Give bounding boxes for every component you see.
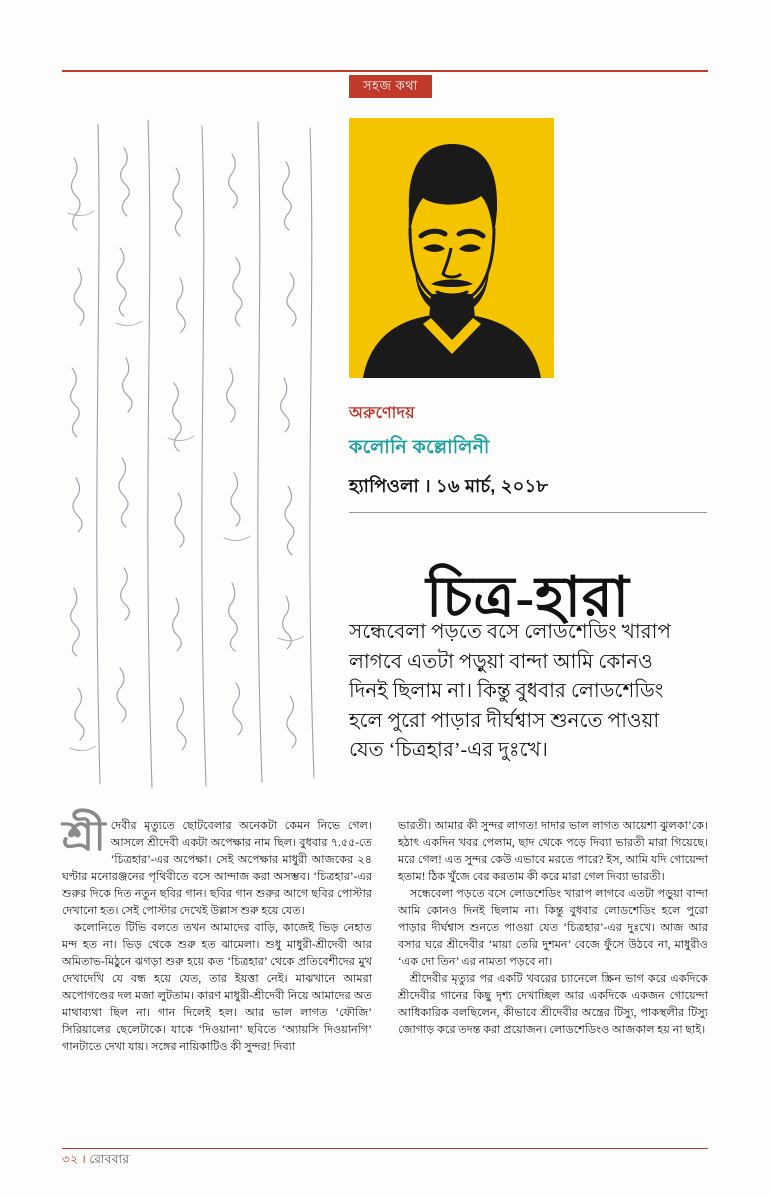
body-column-right: [398, 818, 708, 1128]
footer-divider: [62, 1148, 708, 1149]
series-name: অরুণোদয়: [349, 405, 415, 422]
article-body: [62, 814, 708, 1128]
body-paragraph: ভারতী। আমার কী সুন্দর লাগত! দাদার ভাল লাগত আয়েশা ঝুলকা’কে। হঠাৎ একদিন খবর পেলাম, ছাদ থেকে পড়ে দিব্যা ভারতী মারা গিয়েছে। মরে গেল! এত সুন্দর কেউ এভাবে মরতে পারে? ইস, আমি যদি গোয়েন্দা হতাম! ঠিক খুঁজে বের করতাম কী করে মারা গেল দিব্যা ভারতী।: [398, 820, 708, 884]
body-paragraph: শ্রীদেবীর মৃত্যুর পর একটি খবরের চ্যানেলে স্ক্রিন ভাগ করে একদিকে শ্রীদেবীর গানের কিছু দৃশ্য দেখাচ্ছিল আর একদিকে একজন গোয়েন্দা আধিকারিক বলছিলেন, কীভাবে শ্রীদেবীর অন্ত্রের টিস্যু, পাকস্থলীর টিস্যু জোগাড় করে তদন্ত করা প্রয়োজন। লোডশেডিংও আজকাল হয় না ছাই।: [398, 973, 708, 1037]
folio-separator: ।: [81, 1152, 87, 1166]
folio: [62, 1150, 129, 1171]
body-paragraph: [62, 814, 372, 920]
issue-line: হ্যাপিওলা । ১৬ মার্চ, ২০১৮: [349, 476, 549, 496]
paragraph-text: দেবীর মৃত্যুতে ছোটবেলার অনেকটা কেমন নিভে গেল। আসলে শ্রীদেবী একটা অপেক্ষার নাম ছিল। বুধবার ৭.৫৫-তে ‘চিত্রহার’-এর অপেক্ষা। সেই অপেক্ষার মাধুরী আজকের ২৪ ঘণ্টার মনোরঞ্জনের পৃথিবীতে বসে আন্দাজ করা অসম্ভব। ‘চিত্রহার’-এর শুরুর দিকে দিত নতুন ছবির গান। ছবির গান শুরুর আগে ছবির পোস্টার দেখানো হত। সেই পোস্টার দেখেই উল্লাস শুরু হয়ে যেত।: [62, 820, 372, 918]
body-paragraph: সন্ধেবেলা পড়তে বসে লোডশেডিং খারাপ লাগবে এতটা পড়ুয়া বান্দা আমি কোনও দিনই ছিলাম না। কিন্তু বুধবার লোডশেডিং হলে পুরো পাড়ার দীর্ঘশ্বাস শুনতে পাওয়া যেত ‘চিত্রহার’-এর দুঃখে। আজ আর বসার ঘরে শ্রীদেবীর ‘মায়া তেরি দুশমন’ বেজে ফুঁসে উঠবে না, মাধুরীও ‘এক দো তিন’ এর নামতা পড়বে না।: [398, 888, 708, 969]
standfirst: সন্ধেবেলা পড়তে বসে লোডশেডিং খারাপ লাগবে এতটা পড়ুয়া বান্দা আমি কোনও দিনই ছিলাম না। কিন্তু বুধবার লোডশেডিং হলে পুরো পাড়ার দীর্ঘশ্বাস শুনতে পাওয়া যেত ‘চিত্রহার’-এর দুঃখে।: [349, 621, 672, 762]
folio-page-number: ৩২: [62, 1152, 79, 1166]
author-portrait: [349, 118, 554, 378]
top-divider: [62, 70, 708, 72]
section-kicker: সহজ কথা: [349, 75, 432, 98]
body-column-left: [62, 814, 372, 1128]
dropcap: শ্রী: [62, 814, 106, 860]
handwriting-illustration: [62, 118, 330, 790]
body-paragraph: কলোনিতে টিভি বলতে তখন আমাদের বাড়ি, কাজেই ভিড় নেহাত মন্দ হত না। ভিড় থেকে শুরু হত ঝামেলা। শুধু মাধুরী-শ্রীদেবী আর অমিতাভ-মিঠুনে ঝগড়া শুরু হয়ে কত ‘চিত্রহার’ থেকে প্রতিবেশীদের মুখ দেখাদেখি যে বন্ধ হয়ে যেত, তার ইয়ত্তা নেই। মাঝখানে আমরা অপোগণ্ডের দল মজা লুটতাম। কারণ মাধুরী-শ্রীদেবী নিয়ে আমাদের অত মাথাব্যথা ছিল না। গান দিলেই হল। আর ভাল লাগত ‘ফৌজি’ সিরিয়ালের ছেলেটাকে। যাকে ‘দিওয়ানা’ ছবিতে ‘অ্যায়সি দিওয়ানগি’ গানটাতে দেখা যায়। সঙ্গের নায়িকাটিও কী সুন্দর! দিব্যা: [62, 922, 372, 1054]
folio-magazine-name: রোববার: [89, 1152, 130, 1166]
headline-divider: [349, 512, 707, 513]
page-title: চিত্র-হারা: [426, 566, 630, 629]
column-name: কলোনি কল্লোলিনী: [349, 437, 490, 458]
